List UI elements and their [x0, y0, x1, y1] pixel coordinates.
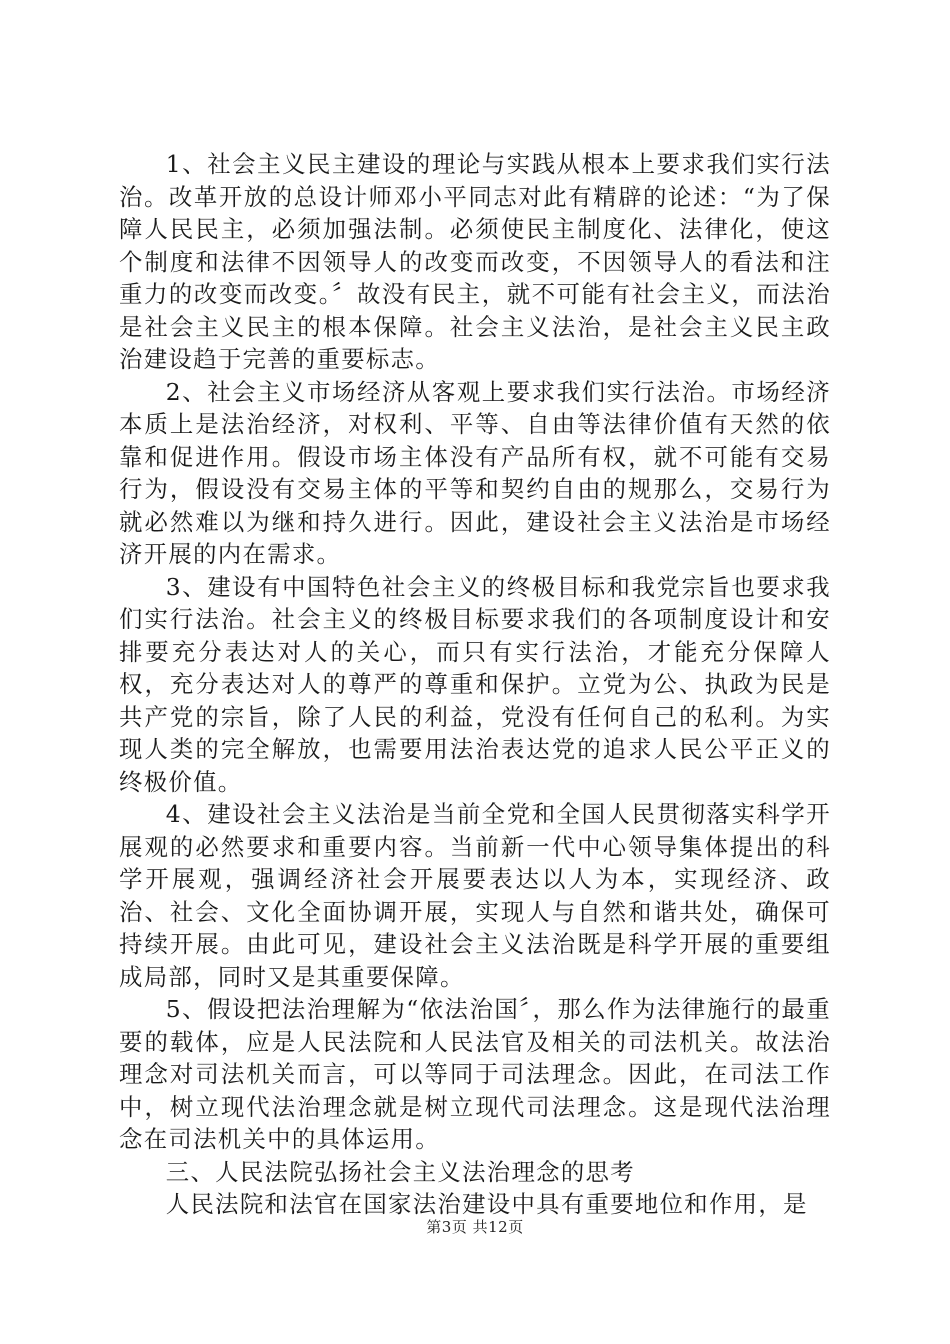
paragraph-5: 5、假设把法治理解为“依法治国〞，那么作为法律施行的最重要的载体，应是人民法院和人民法官及相关的司法机关。故法治理念对司法机关而言，可以等同于司法理念。因此，在司法工作中，树立现代法治理念就是树立现代司法理念。这是现代法治理念在司法机关中的具体运用。 [119, 995, 831, 1153]
paragraph-3: 3、建设有中国特色社会主义的终极目标和我党宗旨也要求我们实行法治。社会主义的终极目标要求我们的各项制度设计和安排要充分表达对人的关心，而只有实行法治，才能充分保障人权，充分表达对人的尊严的尊重和保护。立党为公、执政为民是共产党的宗旨，除了人民的利益，党没有任何自己的私利。为实现人类的完全解放，也需要用法治表达党的追求人民公平正义的终极价值。 [119, 572, 831, 796]
document-body [119, 148, 831, 1221]
paragraph-6: 人民法院和法官在国家法治建设中具有重要地位和作用，是 [165, 1190, 808, 1218]
section-heading: 三、人民法院弘扬社会主义法治理念的思考 [165, 1157, 635, 1186]
paragraph-2: 2、社会主义市场经济从客观上要求我们实行法治。市场经济本质上是法治经济，对权利、平等、自由等法律价值有天然的依靠和促进作用。假设市场主体没有产品所有权，就不可能有交易行为，假设没有交易主体的平等和契约自由的规那么，交易行为就必然难以为继和持久进行。因此，建设社会主义法治是市场经济开展的内在需求。 [119, 377, 831, 568]
page-footer: 第3页 共12页 [426, 1218, 524, 1236]
paragraph-4: 4、建设社会主义法治是当前全党和全国人民贯彻落实科学开展观的必然要求和重要内容。当前新一代中心领导集体提出的科学开展观，强调经济社会开展要表达以人为本，实现经济、政治、社会、文化全面协调开展，实现人与自然和谐共处，确保可持续开展。由此可见，建设社会主义法治既是科学开展的重要组成局部，同时又是其重要保障。 [119, 800, 831, 991]
paragraph-1: 1、社会主义民主建设的理论与实践从根本上要求我们实行法治。改革开放的总设计师邓小平同志对此有精辟的论述：“为了保障人民民主，必须加强法制。必须使民主制度化、法律化，使这个制度和法律不因领导人的改变而改变，不因领导人的看法和注重力的改变而改变。〞故没有民主，就不可能有社会主义，而法治是社会主义民主的根本保障。社会主义法治，是社会主义民主政治建设趋于完善的重要标志。 [119, 150, 831, 373]
